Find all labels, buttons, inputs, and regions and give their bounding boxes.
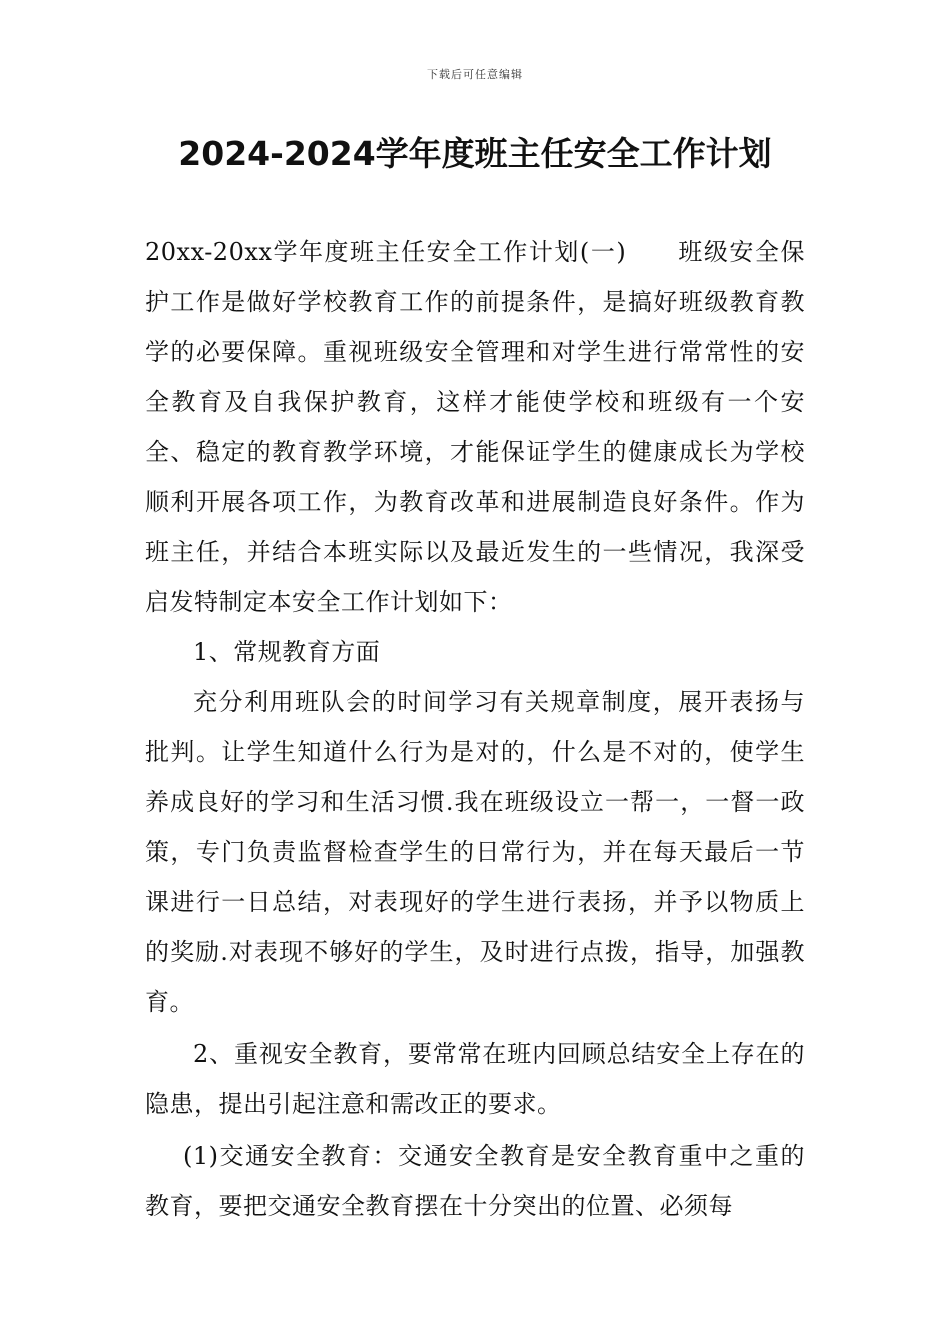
paragraph-intro: 20xx-20xx学年度班主任安全工作计划(一) 班级安全保护工作是做好学校教育工作的前提条件，是搞好班级教育教学的必要保障。重视班级安全管理和对学生进行常常性的安全教育及自我保护教育，这样才能使学校和班级有一个安全、稳定的教育教学环境，才能保证学生的健康成长为学校顺利开展各项工作，为教育改革和进展制造良好条件。作为班主任，并结合本班实际以及最近发生的一些情况，我深受启发特制定本安全工作计划如下：: [145, 238, 805, 616]
header-note: 下载后可任意编辑: [427, 68, 523, 81]
document-title: 2024-2024学年度班主任安全工作计划: [178, 134, 772, 173]
paragraph-traffic-safety: (1)交通安全教育：交通安全教育是安全教育重中之重的教育，要把交通安全教育摆在十分突出的位置、必须每: [145, 1142, 805, 1220]
document-body: [145, 227, 805, 1231]
paragraph-heading-1: 1、常规教育方面: [193, 638, 381, 666]
paragraph-safety-education: 2、重视安全教育，要常常在班内回顾总结安全上存在的隐患，提出引起注意和需改正的要求。: [145, 1040, 805, 1118]
paragraph-routine-education: 充分利用班队会的时间学习有关规章制度，展开表扬与批判。让学生知道什么行为是对的，什么是不对的，使学生养成良好的学习和生活习惯.我在班级设立一帮一，一督一政策，专门负责监督检查学生的日常行为，并在每天最后一节课进行一日总结，对表现好的学生进行表扬，并予以物质上的奖励.对表现不够好的学生，及时进行点拨，指导，加强教育。: [145, 688, 805, 1016]
